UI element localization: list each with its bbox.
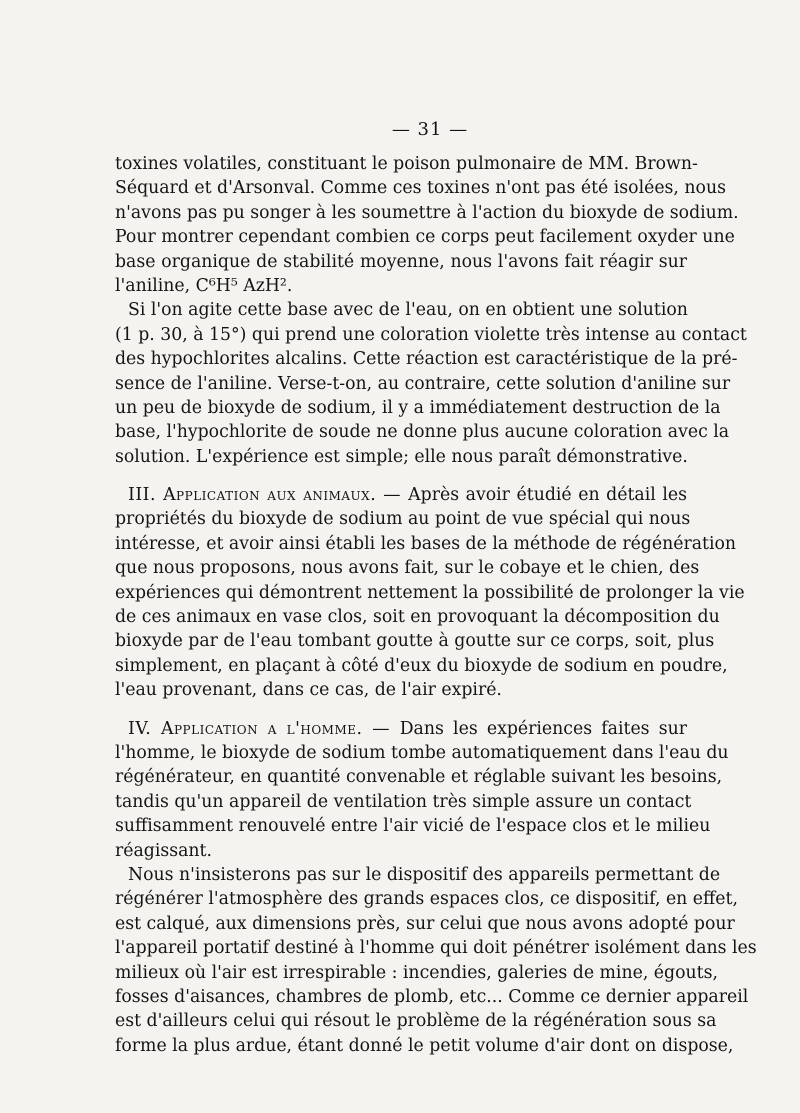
body-text: [115, 152, 757, 1058]
text-line: que nous proposons, nous avons fait, sur le cobaye et le chien, des: [115, 558, 700, 579]
text-line: Pour montrer cependant combien ce corps peut facilement oxyder une: [115, 227, 735, 248]
text-line: l'appareil portatif destiné à l'homme qui doit pénétrer isolément dans les: [115, 938, 757, 959]
text-line: tandis qu'un appareil de ventilation très simple assure un contact: [115, 791, 692, 812]
section-heading-line: [115, 717, 687, 741]
text-line: suffisamment renouvelé entre l'air vicié de l'espace clos et le milieu: [115, 816, 711, 837]
text-line: sence de l'aniline. Verse-t-on, au contraire, cette solution d'aniline sur: [115, 373, 731, 394]
text-line: est calqué, aux dimensions près, sur celui que nous avons adopté pour: [115, 913, 735, 934]
text-line: bioxyde par de l'eau tombant goutte à goutte sur ce corps, soit, plus: [115, 631, 715, 652]
text-line: l'homme, le bioxyde de sodium tombe automatiquement dans l'eau du: [115, 742, 729, 763]
text-line: base organique de stabilité moyenne, nous l'avons fait réagir sur: [115, 251, 687, 272]
text-line: régénérer l'atmosphère des grands espaces clos, ce dispositif, en effet,: [115, 889, 738, 910]
text-line: fosses d'aisances, chambres de plomb, etc... Comme ce dernier appareil: [115, 986, 749, 1007]
text-line: n'avons pas pu songer à les soumettre à l'action du bioxyde de sodium.: [115, 202, 739, 223]
text-line: Séquard et d'Arsonval. Comme ces toxines n'ont pas été isolées, nous: [115, 178, 726, 199]
text-line: solution. L'expérience est simple; elle nous paraît démonstrative.: [115, 446, 688, 467]
section-heading: IV. Application a l'homme. —: [128, 718, 400, 739]
text-line: un peu de bioxyde de sodium, il y a immédiatement destruction de la: [115, 397, 721, 418]
section-heading-text: Après avoir étudié en détail les: [408, 485, 687, 506]
section-heading-line: [115, 483, 687, 507]
text-line: toxines volatiles, constituant le poison pulmonaire de MM. Brown-: [115, 154, 698, 174]
text-line: de ces animaux en vase clos, soit en provoquant la décomposition du: [115, 607, 720, 628]
text-line: propriétés du bioxyde de sodium au point de vue spécial qui nous: [115, 509, 691, 530]
text-line: l'aniline, C⁶H⁵ AzH².: [115, 275, 293, 296]
page-number: — 31 —: [391, 119, 469, 140]
text-line: base, l'hypochlorite de soude ne donne plus aucune coloration avec la: [115, 422, 730, 443]
section-gap: [115, 469, 687, 483]
text-line: intéresse, et avoir ainsi établi les bases de la méthode de régénération: [115, 533, 737, 554]
section-gap: [115, 703, 687, 717]
text-line: des hypochlorites alcalins. Cette réaction est caractéristique de la pré-: [115, 349, 738, 370]
text-line: forme la plus ardue, étant donné le petit volume d'air dont on dispose,: [115, 1035, 734, 1056]
text-line: Si l'on agite cette base avec de l'eau, on en obtient une solution: [128, 300, 688, 321]
text-line: Nous n'insisterons pas sur le dispositif des appareils permettant de: [128, 864, 721, 885]
text-line: réagissant.: [115, 840, 212, 861]
section-heading-text: Dans les expériences faites sur: [399, 718, 687, 739]
section-heading: III. Application aux animaux. —: [128, 485, 409, 506]
text-line: l'eau provenant, dans ce cas, de l'air expiré.: [115, 680, 502, 701]
text-line: régénérateur, en quantité convenable et réglable suivant les besoins,: [115, 767, 723, 788]
text-line: (1 p. 30, à 15°) qui prend une coloration violette très intense au contact: [115, 324, 747, 345]
text-line: expériences qui démontrent nettement la possibilité de prolonger la vie: [115, 582, 745, 603]
text-line: est d'ailleurs celui qui résout le problème de la régénération sous sa: [115, 1011, 717, 1032]
text-line: milieux où l'air est irrespirable : incendies, galeries de mine, égouts,: [115, 962, 718, 983]
text-line: simplement, en plaçant à côté d'eux du bioxyde de sodium en poudre,: [115, 655, 728, 676]
